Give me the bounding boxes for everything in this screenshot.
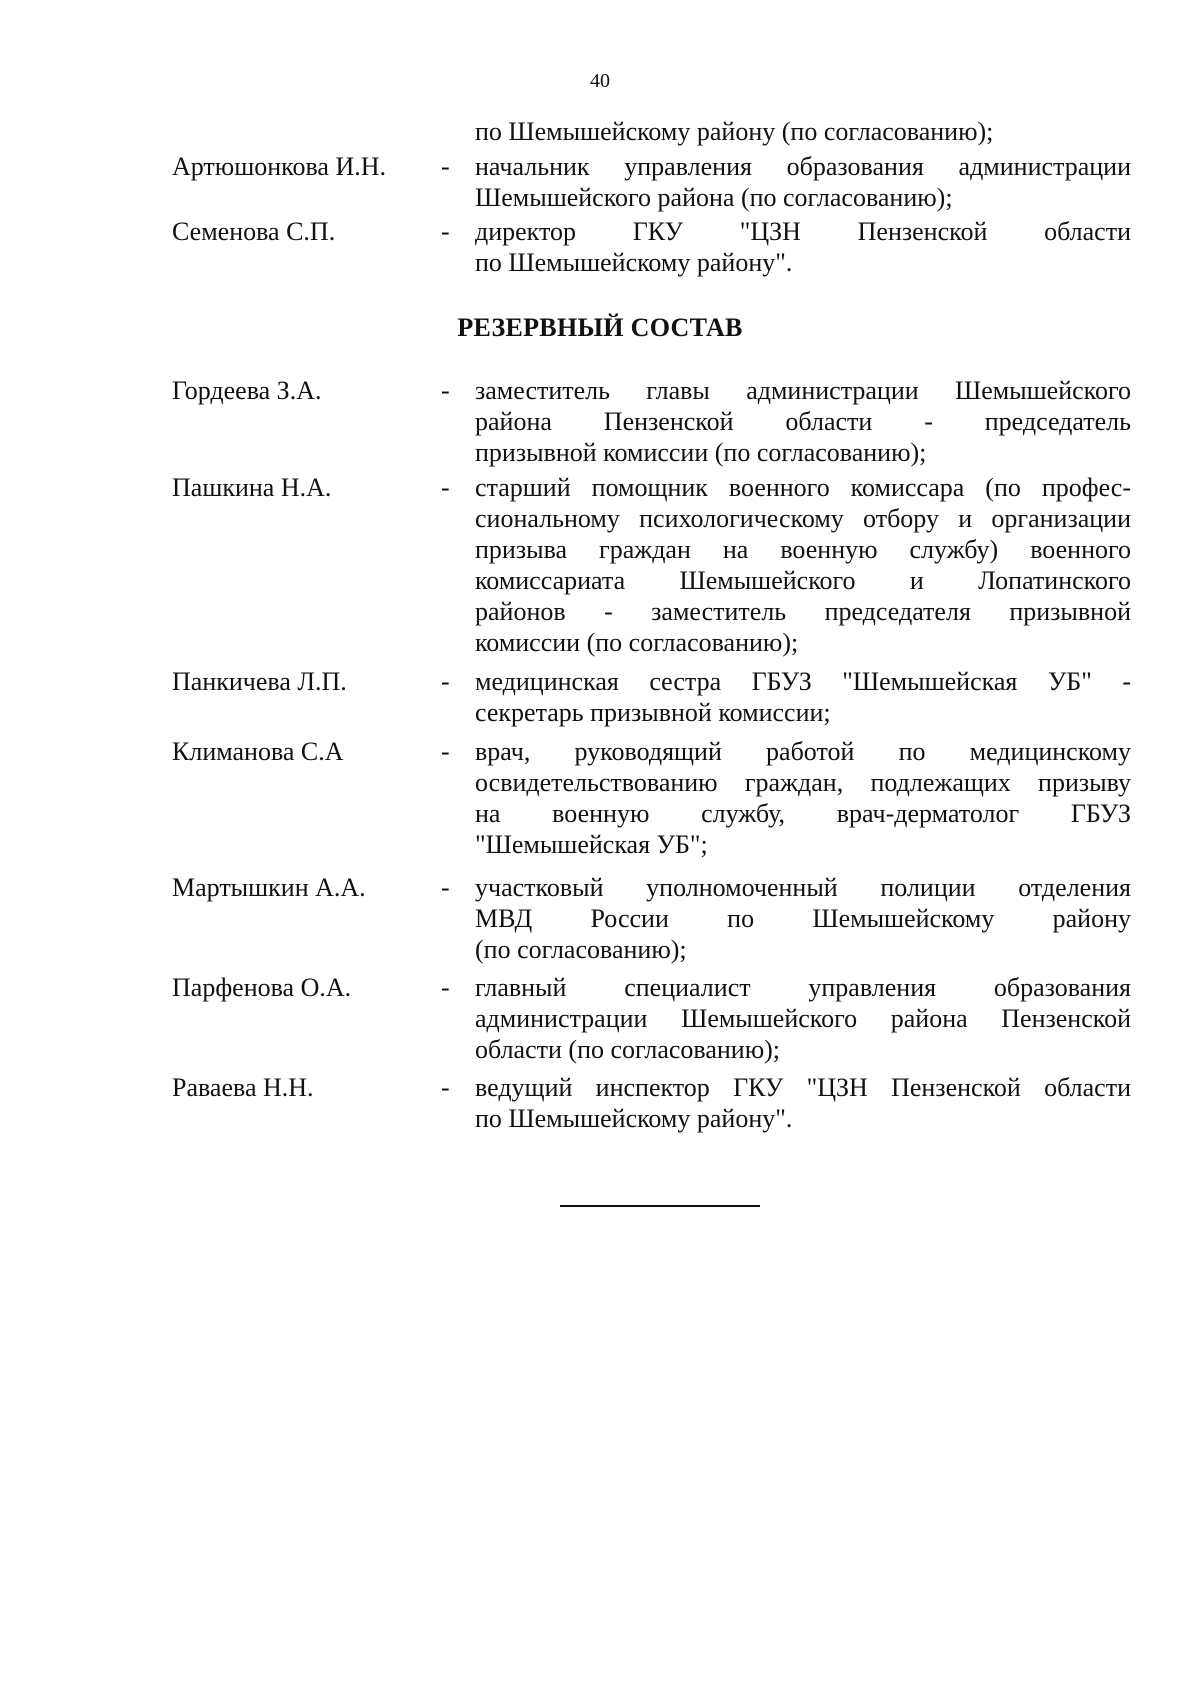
position-line: комиссии (по согласованию);	[475, 628, 799, 657]
member-position	[475, 666, 1131, 728]
member-position	[475, 1072, 1131, 1134]
position-line: Шемышейского района (по согласованию);	[475, 183, 953, 212]
position-line: по Шемышейскому району".	[475, 248, 793, 277]
position-line: ведущий инспектор ГКУ "ЦЗН Пензенской области	[475, 1073, 1131, 1102]
dash-separator: -	[441, 217, 450, 246]
position-line: сиональному психологическому отбору и организации	[475, 504, 1131, 533]
dash-separator: -	[441, 152, 450, 181]
member-name: Раваева Н.Н.	[172, 1073, 314, 1102]
page-number: 40	[590, 70, 610, 92]
dash-separator: -	[441, 1073, 450, 1102]
position-line: призывной комиссии (по согласованию);	[475, 438, 927, 467]
position-line: района Пензенской области - председатель	[475, 407, 1131, 436]
member-name: Парфенова О.А.	[172, 973, 352, 1002]
position-line: участковый уполномоченный полиции отделения	[475, 873, 1131, 902]
member-name: Панкичева Л.П.	[172, 667, 347, 696]
position-line: МВД России по Шемышейскому району	[475, 904, 1131, 933]
position-line: медицинская сестра ГБУЗ "Шемышейская УБ" -	[475, 667, 1131, 696]
member-name: Семенова С.П.	[172, 217, 336, 246]
member-name: Мартышкин А.А.	[172, 873, 366, 902]
position-line: врач, руководящий работой по медицинскому	[475, 737, 1131, 766]
position-line: администрации Шемышейского района Пензенской	[475, 1004, 1131, 1033]
position-line: по Шемышейскому району (по согласованию);	[475, 117, 994, 146]
reserve-heading: РЕЗЕРВНЫЙ СОСТАВ	[457, 313, 743, 342]
dash-separator: -	[441, 376, 450, 405]
position-line: районов - заместитель председателя призывной	[475, 597, 1131, 626]
position-line: старший помощник военного комиссара (по профес-	[475, 473, 1131, 502]
dash-separator: -	[441, 973, 450, 1002]
member-name: Артюшонкова И.Н.	[172, 152, 386, 181]
member-position	[475, 151, 1131, 213]
dash-separator: -	[441, 473, 450, 502]
position-line: главный специалист управления образования	[475, 973, 1131, 1002]
member-position	[475, 216, 1131, 278]
position-line: "Шемышейская УБ";	[475, 830, 708, 859]
end-divider-line	[560, 1205, 760, 1207]
position-line: по Шемышейскому району".	[475, 1104, 793, 1133]
dash-separator: -	[441, 667, 450, 696]
dash-separator: -	[441, 737, 450, 766]
position-line: на военную службу, врач-дерматолог ГБУЗ	[475, 799, 1131, 828]
member-name: Климанова С.А	[172, 737, 344, 766]
position-line: начальник управления образования администрации	[475, 152, 1131, 181]
member-position	[475, 872, 1131, 965]
member-position	[475, 472, 1131, 658]
member-position	[475, 375, 1131, 468]
member-name: Гордеева З.А.	[172, 376, 322, 405]
member-position	[475, 736, 1131, 860]
position-line: заместитель главы администрации Шемышейского	[475, 376, 1131, 405]
position-line: призыва граждан на военную службу) военного	[475, 535, 1131, 564]
member-position	[475, 972, 1131, 1065]
position-line: комиссариата Шемышейского и Лопатинского	[475, 566, 1131, 595]
position-line: секретарь призывной комиссии;	[475, 698, 831, 727]
position-line: (по согласованию);	[475, 935, 687, 964]
position-line: области (по согласованию);	[475, 1035, 781, 1064]
dash-separator: -	[441, 873, 450, 902]
position-line: директор ГКУ "ЦЗН Пензенской области	[475, 217, 1131, 246]
position-line: освидетельствованию граждан, подлежащих призыву	[475, 768, 1131, 797]
member-name: Пашкина Н.А.	[172, 473, 332, 502]
member-position	[475, 116, 1131, 147]
